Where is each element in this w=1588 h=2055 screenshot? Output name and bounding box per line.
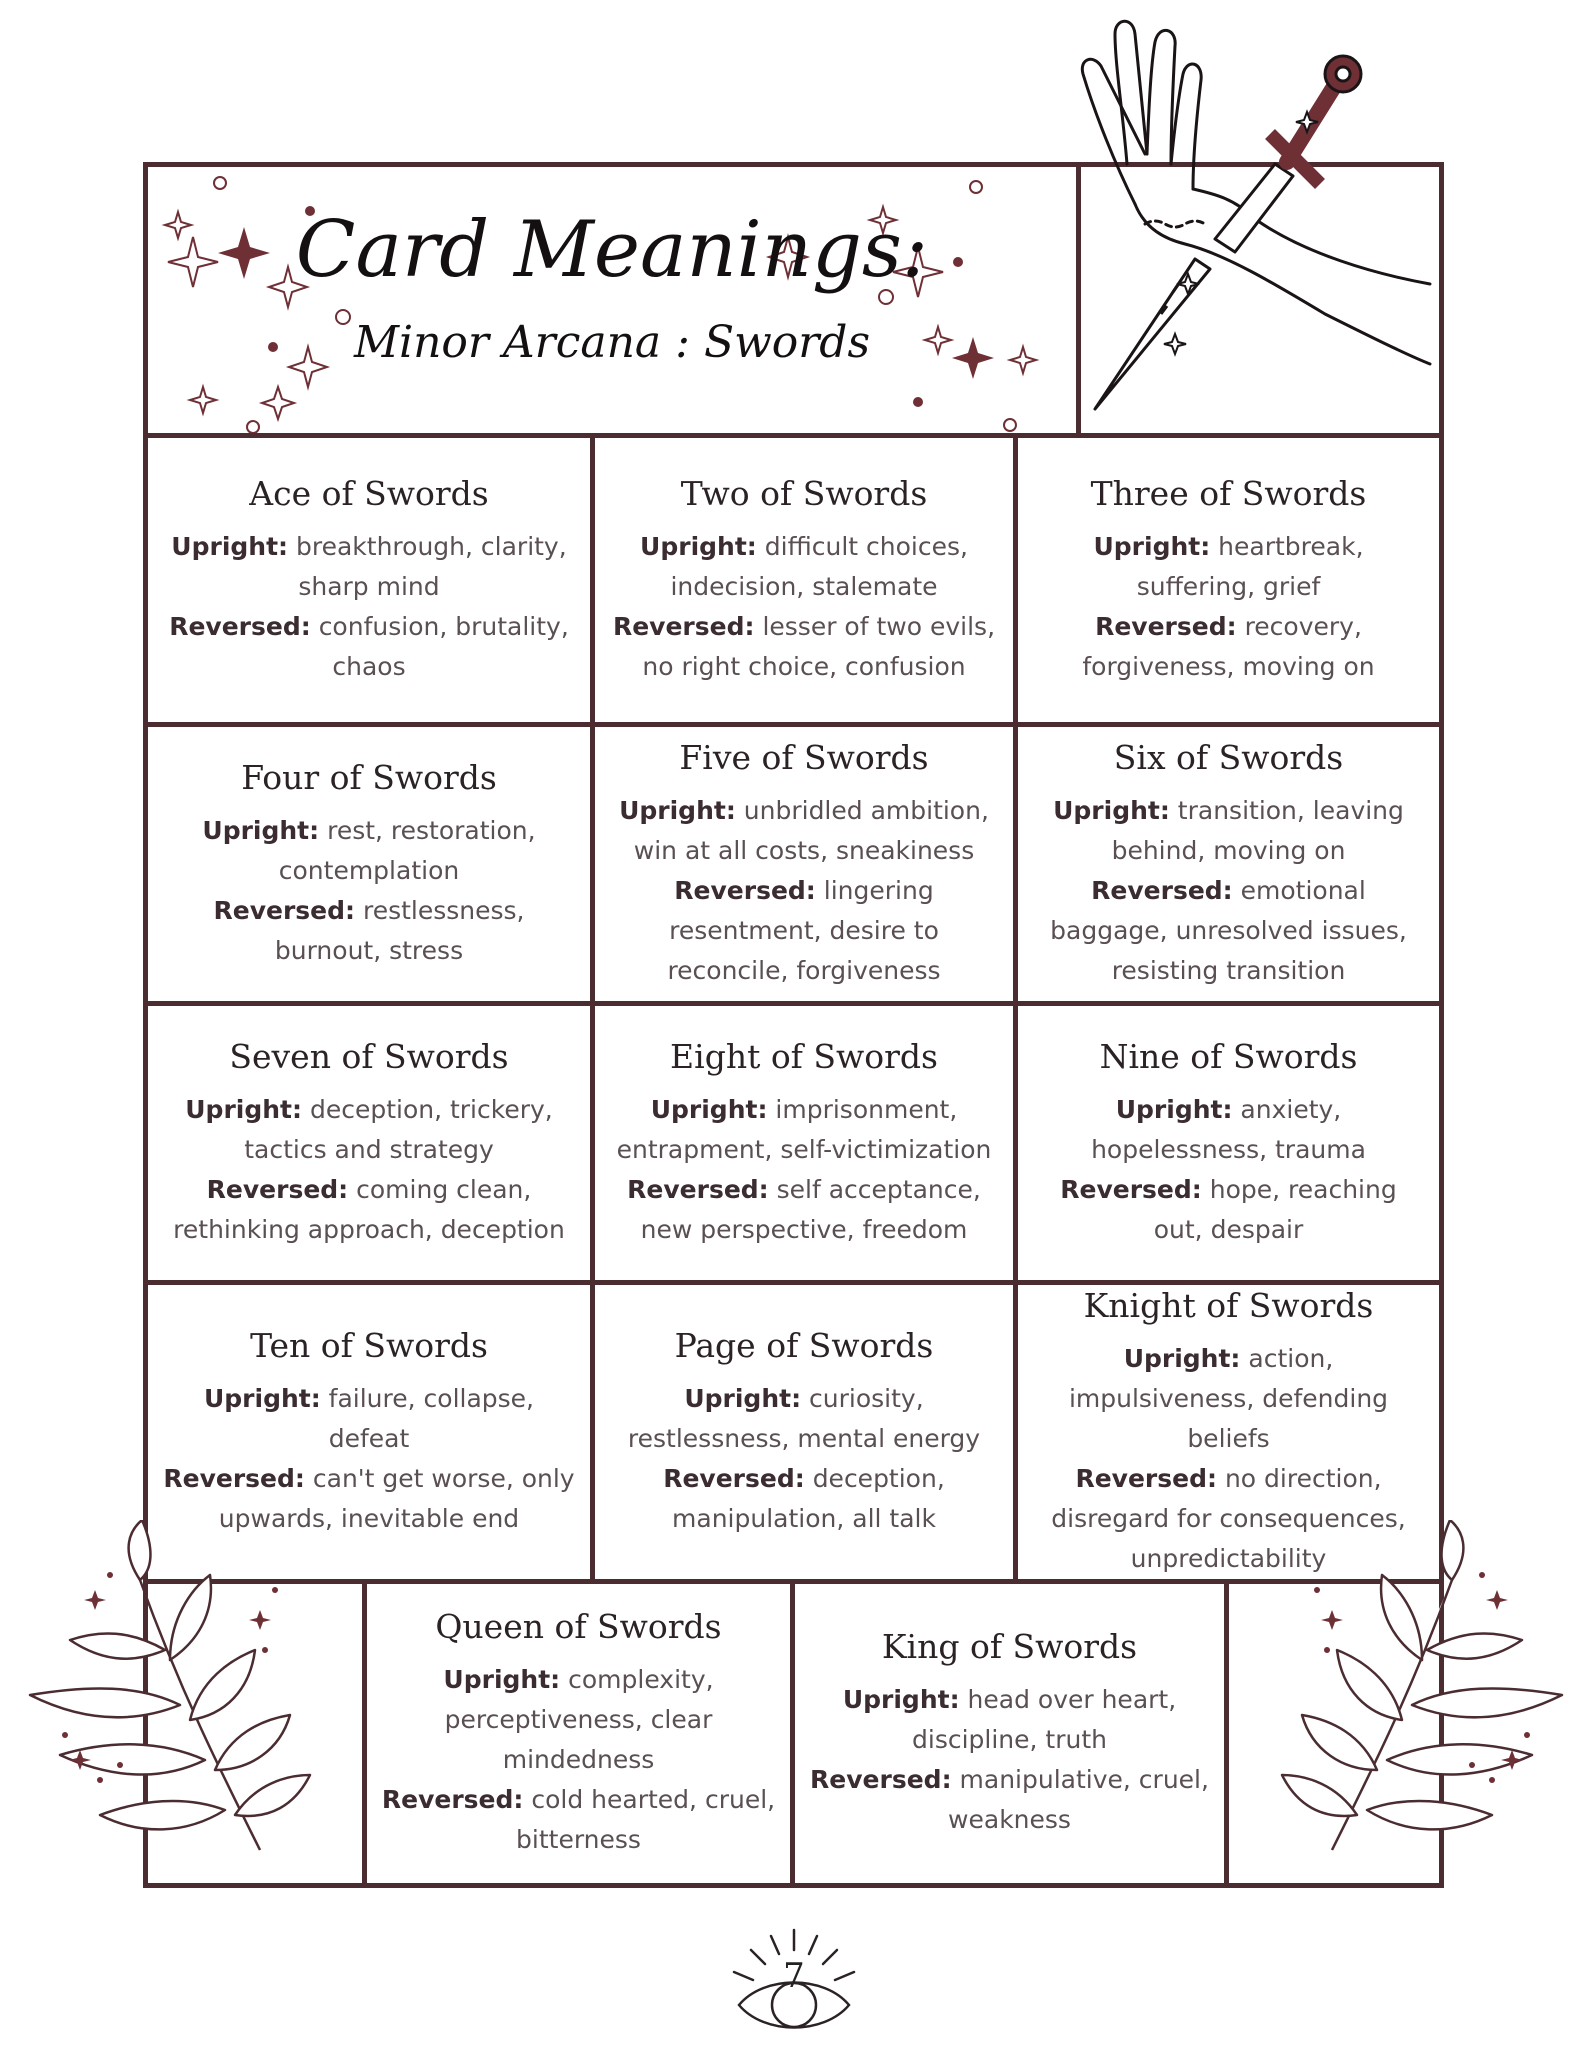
reversed-line (809, 1760, 1210, 1840)
upright-meaning: unbridled ambition, win at all costs, sneakiness (633, 795, 989, 865)
upright-meaning: curiosity, restlessness, mental energy (627, 1383, 981, 1453)
card-name: Page of Swords (674, 1325, 934, 1365)
upright-label: Upright: (443, 1665, 561, 1694)
reversed-line (162, 1170, 576, 1250)
card-name: Three of Swords (1090, 473, 1367, 513)
card-name: Ten of Swords (250, 1325, 488, 1365)
upright-label: Upright: (650, 1094, 768, 1124)
upright-label: Upright: (619, 795, 736, 825)
reversed-meaning: confusion, brutality, chaos (318, 611, 569, 681)
upright-line (162, 811, 576, 891)
reversed-meaning: emotional baggage, unresolved issues, resisting transition (1050, 875, 1407, 985)
reversed-label: Reversed: (1075, 1463, 1217, 1493)
card-cell (1013, 1001, 1444, 1285)
upright-line (1032, 1090, 1425, 1170)
leaf-branch-left-icon (20, 1520, 340, 1880)
card-cell (590, 1280, 1018, 1584)
card-name: Queen of Swords (435, 1607, 722, 1646)
upright-line (609, 1090, 999, 1170)
reversed-label: Reversed: (206, 1174, 349, 1204)
card-cell (143, 722, 595, 1006)
hand-dagger-illustration (1075, 14, 1435, 444)
reversed-label: Reversed: (1060, 1174, 1202, 1204)
card-cell (143, 433, 595, 727)
upright-meaning: deception, trickery, tactics and strategy (244, 1094, 553, 1164)
card-cell (590, 722, 1018, 1006)
upright-label: Upright: (684, 1383, 802, 1413)
upright-label: Upright: (203, 1383, 321, 1413)
reversed-line (1032, 607, 1425, 687)
upright-meaning: rest, restoration, contemplation (278, 815, 536, 885)
header-box (143, 162, 1081, 438)
reversed-line (609, 1170, 999, 1250)
reversed-meaning: cold hearted, cruel, bitterness (516, 1785, 776, 1854)
upright-meaning: failure, collapse, defeat (328, 1383, 535, 1453)
upright-line (162, 1379, 576, 1459)
upright-meaning: imprisonment, entrapment, self-victimization (616, 1094, 992, 1164)
reversed-meaning: can't get worse, only upwards, inevitable end (218, 1463, 575, 1533)
page-title: Card Meanings: (295, 205, 929, 295)
card-cell (1013, 722, 1444, 1006)
upright-line (1032, 1339, 1425, 1459)
upright-label: Upright: (185, 1094, 302, 1124)
card-name: Nine of Swords (1099, 1036, 1358, 1076)
upright-label: Upright: (842, 1685, 960, 1714)
upright-line (1032, 791, 1425, 871)
reversed-meaning: manipulative, cruel, weakness (948, 1765, 1209, 1834)
reversed-label: Reversed: (163, 1463, 305, 1493)
upright-label: Upright: (1115, 1094, 1233, 1124)
reversed-label: Reversed: (169, 611, 311, 641)
upright-meaning: action, impulsiveness, defending beliefs (1068, 1343, 1389, 1453)
reversed-label: Reversed: (810, 1765, 952, 1794)
reversed-meaning: deception, manipulation, all talk (672, 1463, 945, 1533)
upright-label: Upright: (171, 531, 289, 561)
card-name: Knight of Swords (1083, 1285, 1374, 1325)
page-subtitle: Minor Arcana : Swords (353, 317, 871, 368)
reversed-label: Reversed: (1095, 611, 1237, 641)
upright-line (609, 791, 999, 871)
card-cell (1013, 433, 1444, 727)
upright-line (381, 1660, 776, 1780)
reversed-label: Reversed: (612, 611, 755, 641)
upright-line (609, 1379, 999, 1459)
card-cell (590, 1001, 1018, 1285)
reversed-label: Reversed: (663, 1463, 805, 1493)
card-name: King of Swords (881, 1627, 1138, 1666)
upright-label: Upright: (640, 531, 757, 561)
upright-label: Upright: (1123, 1343, 1241, 1373)
card-name: Five of Swords (679, 737, 929, 777)
page-number: 7 (783, 1956, 805, 1996)
upright-meaning: head over heart, discipline, truth (912, 1685, 1177, 1754)
reversed-line (609, 1459, 999, 1539)
upright-line (162, 527, 576, 607)
upright-line (162, 1090, 576, 1170)
reversed-line (1032, 871, 1425, 991)
upright-label: Upright: (1093, 531, 1211, 561)
upright-meaning: anxiety, hopelessness, trauma (1091, 1094, 1366, 1164)
reversed-line (381, 1780, 776, 1860)
leaf-branch-right-icon (1252, 1520, 1572, 1880)
reversed-meaning: coming clean, rethinking approach, deception (173, 1174, 565, 1244)
card-name: Two of Swords (680, 473, 928, 513)
card-name: Four of Swords (241, 757, 497, 797)
card-cell (590, 433, 1018, 727)
upright-line (809, 1680, 1210, 1760)
card-cell (143, 1001, 595, 1285)
upright-line (1032, 527, 1425, 607)
reversed-label: Reversed: (213, 895, 356, 925)
card-cell (790, 1579, 1229, 1888)
reversed-line (162, 891, 576, 971)
upright-line (609, 527, 999, 607)
upright-meaning: difficult choices, indecision, stalemate (670, 531, 968, 601)
reversed-line (1032, 1170, 1425, 1250)
upright-meaning: breakthrough, clarity, sharp mind (296, 531, 567, 601)
card-cell (362, 1579, 795, 1888)
upright-meaning: transition, leaving behind, moving on (1111, 795, 1404, 865)
reversed-meaning: no direction, disregard for consequences, unpredictability (1051, 1463, 1406, 1573)
card-name: Six of Swords (1113, 737, 1344, 777)
reversed-line (162, 607, 576, 687)
reversed-meaning: lingering resentment, desire to reconcile, forgiveness (667, 875, 941, 985)
reversed-meaning: hope, reaching out, despair (1153, 1174, 1397, 1244)
reversed-line (609, 607, 999, 687)
upright-meaning: heartbreak, suffering, grief (1136, 531, 1364, 601)
reversed-label: Reversed: (381, 1785, 524, 1814)
card-name: Seven of Swords (229, 1036, 509, 1076)
card-name: Eight of Swords (670, 1036, 938, 1076)
reversed-label: Reversed: (1091, 875, 1233, 905)
upright-label: Upright: (1053, 795, 1170, 825)
card-name: Ace of Swords (249, 473, 489, 513)
reversed-meaning: restlessness, burnout, stress (274, 895, 525, 965)
reversed-label: Reversed: (627, 1174, 769, 1204)
upright-meaning: complexity, perceptiveness, clear mindedness (444, 1665, 714, 1774)
reversed-meaning: self acceptance, new perspective, freedom (640, 1174, 981, 1244)
reversed-label: Reversed: (674, 875, 816, 905)
reversed-line (609, 871, 999, 991)
upright-label: Upright: (202, 815, 320, 845)
reversed-meaning: lesser of two evils, no right choice, confusion (642, 611, 996, 681)
reversed-meaning: recovery, forgiveness, moving on (1082, 611, 1375, 681)
